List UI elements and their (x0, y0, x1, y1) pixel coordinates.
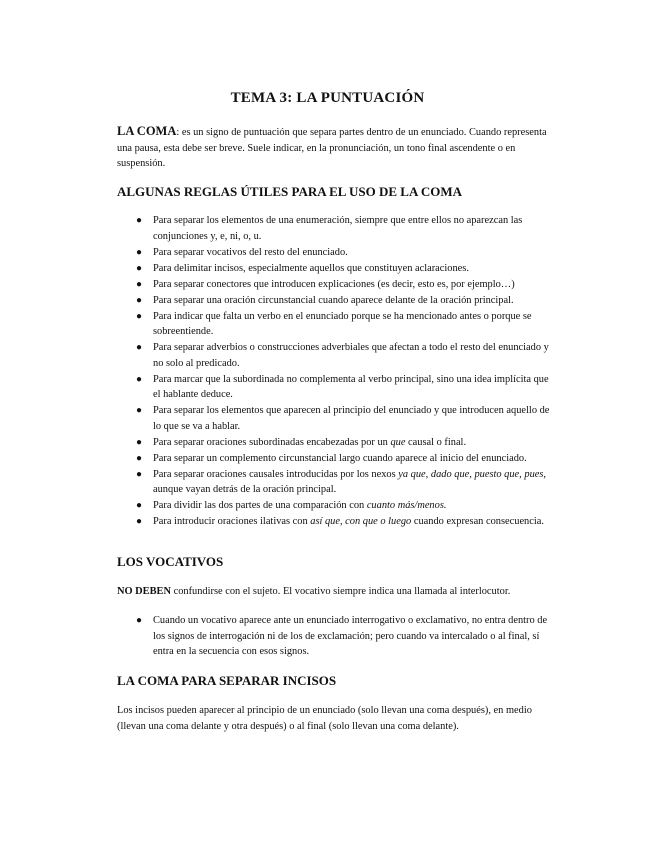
intro-text: : es un signo de puntuación que separa partes dentro de un enunciado. Cuando representa una pausa, esta debe ser breve. Suele indicar, en la pronunciación, un tono final ascendente o en suspensión. (117, 127, 547, 169)
page-title: TEMA 3: LA PUNTUACIÓN (230, 90, 425, 106)
list-item-italic: ya que, dado que, puesto que, pues (398, 468, 544, 480)
bullet-icon: ● (136, 373, 143, 385)
incisos-paragraph: Los incisos pueden aparecer al principio de un enunciado (solo llevan una coma después), en medio (llevan una coma delante y otra después) o al final (solo llevan una coma delante). (117, 705, 532, 732)
list-item-text: Para delimitar incisos, especialmente aquellos que constituyen aclaraciones. (153, 262, 469, 274)
list-item-text: Cuando un vocativo aparece ante un enunciado interrogativo o exclamativo, no entra dentro de los signos de interrogación ni de los de exclamación; pero cuando va intercalado o al final, sí entra en la secuencia con esos signos. (153, 615, 548, 657)
intro-lead: LA COMA (117, 124, 177, 138)
bullet-icon: ● (136, 468, 143, 480)
bullet-icon: ● (136, 342, 143, 353)
list-item (117, 277, 553, 293)
section-heading-vocativos: LOS VOCATIVOS (117, 554, 224, 569)
list-item (117, 613, 553, 660)
bullet-icon: ● (136, 615, 143, 626)
list-item-text-tail: causal o final. (405, 436, 467, 448)
list-item-text: Para separar un complemento circunstancial largo cuando aparece al inicio del enunciado. (153, 452, 527, 464)
list-item-text: Para separar una oración circunstancial cuando aparece delante de la oración principal. (153, 294, 514, 306)
list-item-text: Para separar conectores que introducen explicaciones (es decir, esto es, por ejemplo…) (153, 278, 515, 290)
bullet-icon: ● (136, 436, 143, 448)
reglas-list (117, 213, 553, 530)
bullet-icon: ● (136, 278, 143, 290)
list-item-text: Para introducir oraciones ilativas con (153, 516, 311, 527)
list-item-text: Para separar los elementos que aparecen al principio del enunciado y que introducen aquello de lo que se va a hablar. (153, 405, 550, 432)
list-item-text-tail: cuando expresan consecuencia. (411, 516, 544, 527)
list-item-text: Para separar adverbios o construcciones adverbiales que afectan a todo el resto del enunciado y no solo al predicado. (153, 342, 549, 369)
list-item (117, 261, 553, 277)
bullet-icon: ● (136, 262, 143, 274)
list-item-text: Para separar oraciones subordinadas encabezadas por un (153, 436, 391, 448)
list-item-italic: así que, con que o luego (310, 516, 412, 527)
list-item (117, 435, 553, 451)
list-item (117, 213, 553, 244)
list-item-italic: que (390, 436, 406, 448)
bullet-icon: ● (136, 310, 143, 322)
list-item-text: Para separar oraciones causales introducidas por los nexos (153, 468, 399, 480)
section-heading-incisos: LA COMA PARA SEPARAR INCISOS (117, 673, 337, 688)
list-item (117, 467, 553, 498)
list-item (117, 514, 553, 530)
bullet-icon: ● (136, 246, 143, 258)
vocativos-text: confundirse con el sujeto. El vocativo siempre indica una llamada al interlocutor. (170, 586, 511, 597)
list-item (117, 498, 553, 514)
list-item (117, 372, 553, 403)
list-item (117, 293, 553, 309)
list-item-italic: cuanto más/menos. (366, 500, 447, 511)
list-item-text-tail: , aunque vayan detrás de la oración principal. (153, 468, 547, 495)
bullet-icon: ● (136, 294, 143, 306)
list-item (117, 451, 553, 467)
list-item (117, 403, 553, 434)
bullet-icon: ● (136, 516, 143, 527)
bullet-icon: ● (136, 215, 143, 226)
list-item-text: Para separar los elementos de una enumeración, siempre que entre ellos no aparezcan las conjunciones y, e, ni, o, u. (153, 215, 523, 242)
list-item (117, 245, 553, 261)
bullet-icon: ● (136, 452, 143, 464)
vocativos-paragraph (117, 584, 553, 600)
list-item-text: Para marcar que la subordinada no complementa al verbo principal, sino una idea implícita que el hablante deduce. (153, 373, 549, 400)
list-item-text: Para indicar que falta un verbo en el enunciado porque se ha mencionado antes o porque se sobreentiende. (153, 310, 532, 337)
list-item-text: Para dividir las dos partes de una comparación con (153, 500, 367, 511)
bullet-icon: ● (136, 500, 143, 511)
vocativos-list (117, 613, 553, 660)
list-item (117, 309, 553, 340)
section-heading-reglas: ALGUNAS REGLAS ÚTILES PARA EL USO DE LA COMA (117, 184, 463, 199)
bullet-icon: ● (136, 405, 143, 416)
list-item-text: Para separar vocativos del resto del enunciado. (153, 246, 348, 258)
vocativos-lead: NO DEBEN (117, 586, 171, 597)
list-item (117, 340, 553, 371)
intro-paragraph (117, 124, 553, 172)
